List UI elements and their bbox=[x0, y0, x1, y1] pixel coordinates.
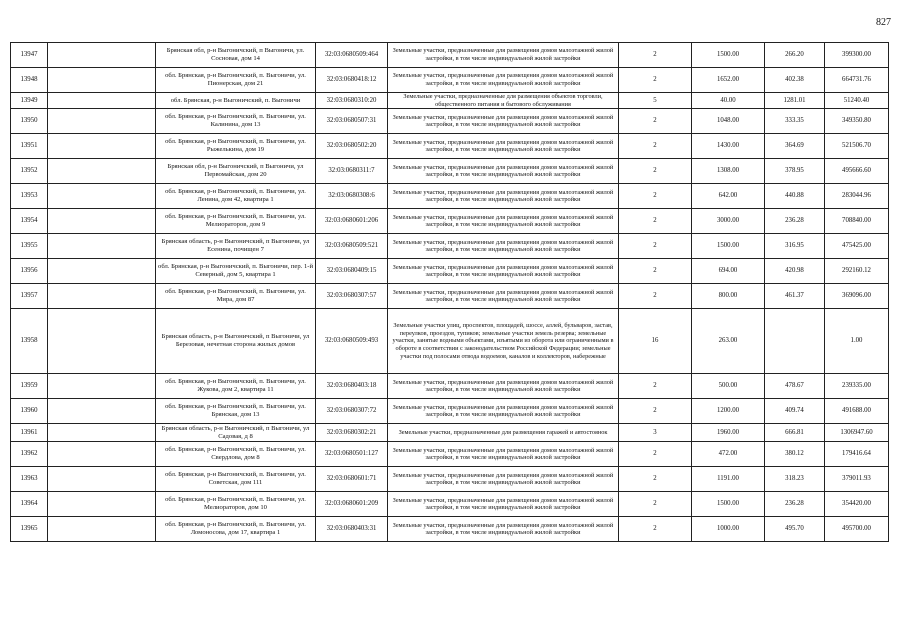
cell-land-purpose: Земельные участки, предназначенные для размещения домов малоэтажной жилой застройки, в том числе индивидуальной жилой застройки bbox=[388, 234, 619, 259]
cell-cadastral-number: 32:03:0680507:31 bbox=[316, 109, 388, 134]
cell-land-purpose: Земельные участки, предназначенные для размещения домов малоэтажной жилой застройки, в том числе индивидуальной жилой застройки bbox=[388, 399, 619, 424]
cell-rate: 666.81 bbox=[765, 424, 825, 442]
table-row bbox=[11, 93, 889, 109]
cell-rate: 378.95 bbox=[765, 159, 825, 184]
cell-empty bbox=[48, 234, 156, 259]
cell-cadastral-number: 32:03:0680601:71 bbox=[316, 467, 388, 492]
table-row bbox=[11, 234, 889, 259]
table-row bbox=[11, 43, 889, 68]
table-row bbox=[11, 109, 889, 134]
cell-cadastral-number: 32:03:0680310:20 bbox=[316, 93, 388, 109]
cell-group: 2 bbox=[619, 399, 692, 424]
cell-empty bbox=[48, 259, 156, 284]
cell-address: обл. Брянская, р-н Выгоничский, п. Выгоничи, ул. Советская, дом 111 bbox=[156, 467, 316, 492]
cell-empty bbox=[48, 492, 156, 517]
cell-cadastral-value: 495666.60 bbox=[825, 159, 889, 184]
cell-land-purpose: Земельные участки, предназначенные для размещения домов малоэтажной жилой застройки, в том числе индивидуальной жилой застройки bbox=[388, 209, 619, 234]
cell-area: 1652.00 bbox=[692, 68, 765, 93]
cell-cadastral-number: 32:03:0680302:21 bbox=[316, 424, 388, 442]
table-row bbox=[11, 492, 889, 517]
cell-address: обл. Брянская, р-н Выгоничский, п. Выгоничи, ул. Ломоносова, дом 17, квартира 1 bbox=[156, 517, 316, 542]
cell-cadastral-value: 349350.80 bbox=[825, 109, 889, 134]
cell-land-purpose: Земельные участки, предназначенные для размещения домов малоэтажной жилой застройки, в том числе индивидуальной жилой застройки bbox=[388, 259, 619, 284]
table-row bbox=[11, 424, 889, 442]
cell-group: 2 bbox=[619, 442, 692, 467]
cell-area: 1500.00 bbox=[692, 43, 765, 68]
page-number: 827 bbox=[876, 17, 891, 28]
cell-rate: 440.88 bbox=[765, 184, 825, 209]
cell-rate: 461.37 bbox=[765, 284, 825, 309]
cell-group: 2 bbox=[619, 284, 692, 309]
cell-cadastral-number: 32:03:0680418:12 bbox=[316, 68, 388, 93]
cell-area: 1200.00 bbox=[692, 399, 765, 424]
table-row bbox=[11, 209, 889, 234]
cell-empty bbox=[48, 309, 156, 374]
cell-empty bbox=[48, 424, 156, 442]
cell-cadastral-value: 491688.00 bbox=[825, 399, 889, 424]
cell-land-purpose: Земельные участки, предназначенные для размещения гаражей и автостоянок bbox=[388, 424, 619, 442]
table-row bbox=[11, 284, 889, 309]
cell-land-purpose: Земельные участки, предназначенные для размещения домов малоэтажной жилой застройки, в том числе индивидуальной жилой застройки bbox=[388, 442, 619, 467]
table-body bbox=[11, 43, 889, 542]
cell-empty bbox=[48, 184, 156, 209]
cell-cadastral-number: 32:03:0680509:464 bbox=[316, 43, 388, 68]
cell-group: 2 bbox=[619, 492, 692, 517]
cell-group: 2 bbox=[619, 134, 692, 159]
cell-land-purpose: Земельные участки, предназначенные для размещения домов малоэтажной жилой застройки, в том числе индивидуальной жилой застройки bbox=[388, 134, 619, 159]
cell-cadastral-number: 32:03:0680601:209 bbox=[316, 492, 388, 517]
cell-group: 2 bbox=[619, 374, 692, 399]
cell-id: 13951 bbox=[11, 134, 48, 159]
cell-cadastral-value: 283044.96 bbox=[825, 184, 889, 209]
cell-group: 2 bbox=[619, 467, 692, 492]
cell-cadastral-number: 32:03:0680502:20 bbox=[316, 134, 388, 159]
cell-group: 2 bbox=[619, 259, 692, 284]
cell-id: 13962 bbox=[11, 442, 48, 467]
cell-empty bbox=[48, 93, 156, 109]
cell-land-purpose: Земельные участки, предназначенные для размещения домов малоэтажной жилой застройки, в том числе индивидуальной жилой застройки bbox=[388, 492, 619, 517]
cell-land-purpose: Земельные участки, предназначенные для размещения домов малоэтажной жилой застройки, в том числе индивидуальной жилой застройки bbox=[388, 159, 619, 184]
cell-cadastral-number: 32:03:0680409:15 bbox=[316, 259, 388, 284]
table-row bbox=[11, 259, 889, 284]
cell-rate: 478.67 bbox=[765, 374, 825, 399]
cell-empty bbox=[48, 517, 156, 542]
table-row bbox=[11, 159, 889, 184]
cell-cadastral-number: 32:03:0680308:6 bbox=[316, 184, 388, 209]
cell-empty bbox=[48, 399, 156, 424]
cell-cadastral-value: 475425.00 bbox=[825, 234, 889, 259]
cell-address: обл. Брянская, р-н Выгоничский, п. Выгоничи bbox=[156, 93, 316, 109]
cadastral-table bbox=[10, 42, 889, 542]
table-row bbox=[11, 467, 889, 492]
cell-id: 13948 bbox=[11, 68, 48, 93]
cell-cadastral-value: 495700.00 bbox=[825, 517, 889, 542]
cell-area: 694.00 bbox=[692, 259, 765, 284]
cell-id: 13953 bbox=[11, 184, 48, 209]
cell-empty bbox=[48, 43, 156, 68]
cell-area: 1960.00 bbox=[692, 424, 765, 442]
cell-group: 16 bbox=[619, 309, 692, 374]
cell-land-purpose: Земельные участки, предназначенные для размещения домов малоэтажной жилой застройки, в том числе индивидуальной жилой застройки bbox=[388, 374, 619, 399]
table-row bbox=[11, 442, 889, 467]
cell-rate: 318.23 bbox=[765, 467, 825, 492]
cell-empty bbox=[48, 442, 156, 467]
cell-address: обл. Брянская, р-н Выгоничский, п. Выгоничи, ул. Мелиораторов, дом 10 bbox=[156, 492, 316, 517]
cell-id: 13949 bbox=[11, 93, 48, 109]
cell-rate: 420.98 bbox=[765, 259, 825, 284]
cell-group: 3 bbox=[619, 424, 692, 442]
cell-group: 2 bbox=[619, 209, 692, 234]
cell-group: 5 bbox=[619, 93, 692, 109]
cell-empty bbox=[48, 284, 156, 309]
cell-group: 2 bbox=[619, 517, 692, 542]
cell-cadastral-value: 292160.12 bbox=[825, 259, 889, 284]
cell-area: 1500.00 bbox=[692, 492, 765, 517]
cell-rate: 380.12 bbox=[765, 442, 825, 467]
cell-cadastral-number: 32:03:0680501:127 bbox=[316, 442, 388, 467]
cell-area: 1000.00 bbox=[692, 517, 765, 542]
cell-area: 1191.00 bbox=[692, 467, 765, 492]
cell-cadastral-value: 1306947.60 bbox=[825, 424, 889, 442]
cell-id: 13952 bbox=[11, 159, 48, 184]
cell-cadastral-value: 354420.00 bbox=[825, 492, 889, 517]
cell-rate: 316.95 bbox=[765, 234, 825, 259]
cell-land-purpose: Земельные участки улиц, проспектов, площадей, шоссе, аллей, бульваров, застав, переулков, проездов, тупиков; земельные участки земель резерва; земельные участки, занятые водными объектами, изъятыми из оборота или ограниченными в обороте в соответствии с законодательством Российской Федерации; земельные участки под полосами отвода водоемов, каналов и коллекторов, набережные bbox=[388, 309, 619, 374]
cell-land-purpose: Земельные участки, предназначенные для размещения домов малоэтажной жилой застройки, в том числе индивидуальной жилой застройки bbox=[388, 109, 619, 134]
cell-id: 13959 bbox=[11, 374, 48, 399]
cell-address: Брянская область, р-н Выгоничский, п Выгоничи, ул Есенина, почищен 7 bbox=[156, 234, 316, 259]
cell-id: 13954 bbox=[11, 209, 48, 234]
cell-cadastral-number: 32:03:0680509:521 bbox=[316, 234, 388, 259]
cell-rate: 236.28 bbox=[765, 492, 825, 517]
cell-empty bbox=[48, 68, 156, 93]
cell-empty bbox=[48, 134, 156, 159]
cell-cadastral-number: 32:03:0680403:18 bbox=[316, 374, 388, 399]
cell-empty bbox=[48, 374, 156, 399]
cell-empty bbox=[48, 109, 156, 134]
cell-area: 263.00 bbox=[692, 309, 765, 374]
cell-area: 1500.00 bbox=[692, 234, 765, 259]
cell-area: 642.00 bbox=[692, 184, 765, 209]
cell-cadastral-number: 32:03:0680509:493 bbox=[316, 309, 388, 374]
cell-cadastral-value: 369096.00 bbox=[825, 284, 889, 309]
table-row bbox=[11, 68, 889, 93]
table-row bbox=[11, 309, 889, 374]
cell-cadastral-number: 32:03:0680403:31 bbox=[316, 517, 388, 542]
cell-address: обл. Брянская, р-н Выгоничский, п. Выгоничи, ул. Жукова, дом 2, квартира 11 bbox=[156, 374, 316, 399]
cell-area: 500.00 bbox=[692, 374, 765, 399]
cell-area: 1430.00 bbox=[692, 134, 765, 159]
cell-group: 2 bbox=[619, 234, 692, 259]
cell-cadastral-value: 379011.93 bbox=[825, 467, 889, 492]
cell-cadastral-number: 32:03:0680307:57 bbox=[316, 284, 388, 309]
cell-empty bbox=[48, 467, 156, 492]
table-row bbox=[11, 517, 889, 542]
cell-area: 3000.00 bbox=[692, 209, 765, 234]
cell-cadastral-number: 32:03:0680601:206 bbox=[316, 209, 388, 234]
cell-land-purpose: Земельные участки, предназначенные для размещения домов малоэтажной жилой застройки, в том числе индивидуальной жилой застройки bbox=[388, 284, 619, 309]
cell-cadastral-value: 708840.00 bbox=[825, 209, 889, 234]
cell-address: обл. Брянская, р-н Выгоничский, п. Выгоничи, пер. 1-й Северный, дом 5, квартира 1 bbox=[156, 259, 316, 284]
table-row bbox=[11, 184, 889, 209]
cell-cadastral-value: 51240.40 bbox=[825, 93, 889, 109]
cell-rate: 1281.01 bbox=[765, 93, 825, 109]
cell-id: 13963 bbox=[11, 467, 48, 492]
cell-rate bbox=[765, 309, 825, 374]
table-row bbox=[11, 399, 889, 424]
cell-cadastral-value: 521506.70 bbox=[825, 134, 889, 159]
cell-cadastral-value: 399300.00 bbox=[825, 43, 889, 68]
cell-rate: 495.70 bbox=[765, 517, 825, 542]
cell-empty bbox=[48, 159, 156, 184]
cell-id: 13957 bbox=[11, 284, 48, 309]
cell-rate: 409.74 bbox=[765, 399, 825, 424]
cell-cadastral-value: 179416.64 bbox=[825, 442, 889, 467]
cell-cadastral-value: 239335.00 bbox=[825, 374, 889, 399]
cell-rate: 364.69 bbox=[765, 134, 825, 159]
cell-group: 2 bbox=[619, 159, 692, 184]
cell-id: 13956 bbox=[11, 259, 48, 284]
cell-address: обл. Брянская, р-н Выгоничский, п. Выгоничи, ул. Свердлова, дом 8 bbox=[156, 442, 316, 467]
cell-cadastral-number: 32:03:0680307:72 bbox=[316, 399, 388, 424]
cell-address: обл. Брянская, р-н Выгоничский, п. Выгоничи, ул. Брянская, дом 13 bbox=[156, 399, 316, 424]
cell-address: обл. Брянская, р-н Выгоничский, п. Выгоничи, ул. Калинина, дом 13 bbox=[156, 109, 316, 134]
cell-area: 40.00 bbox=[692, 93, 765, 109]
cell-id: 13947 bbox=[11, 43, 48, 68]
cell-land-purpose: Земельные участки, предназначенные для размещения домов малоэтажной жилой застройки, в том числе индивидуальной жилой застройки bbox=[388, 43, 619, 68]
cell-id: 13950 bbox=[11, 109, 48, 134]
cell-cadastral-number: 32:03:0680311:7 bbox=[316, 159, 388, 184]
cell-land-purpose: Земельные участки, предназначенные для размещения домов малоэтажной жилой застройки, в том числе индивидуальной жилой застройки bbox=[388, 517, 619, 542]
table-row bbox=[11, 134, 889, 159]
cell-area: 800.00 bbox=[692, 284, 765, 309]
cell-area: 1048.00 bbox=[692, 109, 765, 134]
cell-empty bbox=[48, 209, 156, 234]
cell-area: 472.00 bbox=[692, 442, 765, 467]
cell-id: 13964 bbox=[11, 492, 48, 517]
table-row bbox=[11, 374, 889, 399]
cell-id: 13961 bbox=[11, 424, 48, 442]
cell-land-purpose: Земельные участки, предназначенные для размещения домов малоэтажной жилой застройки, в том числе индивидуальной жилой застройки bbox=[388, 184, 619, 209]
cell-land-purpose: Земельные участки, предназначенные для размещения домов малоэтажной жилой застройки, в том числе индивидуальной жилой застройки bbox=[388, 467, 619, 492]
cell-address: Брянская область, р-н Выгоничский, п Выгоничи, ул Садовая, д 8 bbox=[156, 424, 316, 442]
cell-rate: 333.35 bbox=[765, 109, 825, 134]
cell-area: 1308.00 bbox=[692, 159, 765, 184]
cell-land-purpose: Земельные участки, предназначенные для размещения домов малоэтажной жилой застройки, в том числе индивидуальной жилой застройки bbox=[388, 68, 619, 93]
cell-group: 2 bbox=[619, 43, 692, 68]
cell-id: 13958 bbox=[11, 309, 48, 374]
cell-address: обл. Брянская, р-н Выгоничский, п. Выгоничи, ул. Мира, дом 87 bbox=[156, 284, 316, 309]
cell-address: обл. Брянская, р-н Выгоничский, п. Выгоничи, ул. Ленина, дом 42, квартира 1 bbox=[156, 184, 316, 209]
cell-id: 13960 bbox=[11, 399, 48, 424]
cell-address: Брянская обл, р-н Выгоничский, п Выгоничи, ул Первомайская, дом 20 bbox=[156, 159, 316, 184]
cell-address: Брянская область, р-н Выгоничский, п Выгоничи, ул Березовая, нечетная сторона жилых домов bbox=[156, 309, 316, 374]
cell-land-purpose: Земельные участки, предназначенные для размещения объектов торговли, общественного питания и бытового обслуживания bbox=[388, 93, 619, 109]
cell-rate: 236.28 bbox=[765, 209, 825, 234]
cell-address: обл. Брянская, р-н Выгоничский, п. Выгоничи, ул. Пионерская, дом 21 bbox=[156, 68, 316, 93]
cell-id: 13965 bbox=[11, 517, 48, 542]
cell-cadastral-value: 1.00 bbox=[825, 309, 889, 374]
cell-address: обл. Брянская, р-н Выгоничский, п. Выгоничи, ул. Мелиораторов, дом 9 bbox=[156, 209, 316, 234]
cell-rate: 266.20 bbox=[765, 43, 825, 68]
cell-id: 13955 bbox=[11, 234, 48, 259]
cell-rate: 402.38 bbox=[765, 68, 825, 93]
cell-group: 2 bbox=[619, 68, 692, 93]
cell-cadastral-value: 664731.76 bbox=[825, 68, 889, 93]
cell-group: 2 bbox=[619, 109, 692, 134]
cell-address: Брянская обл, р-н Выгоничский, п Выгоничи, ул. Сосновая, дом 14 bbox=[156, 43, 316, 68]
cell-address: обл. Брянская, р-н Выгоничский, п. Выгоничи, ул. Рыжелькина, дом 19 bbox=[156, 134, 316, 159]
cell-group: 2 bbox=[619, 184, 692, 209]
